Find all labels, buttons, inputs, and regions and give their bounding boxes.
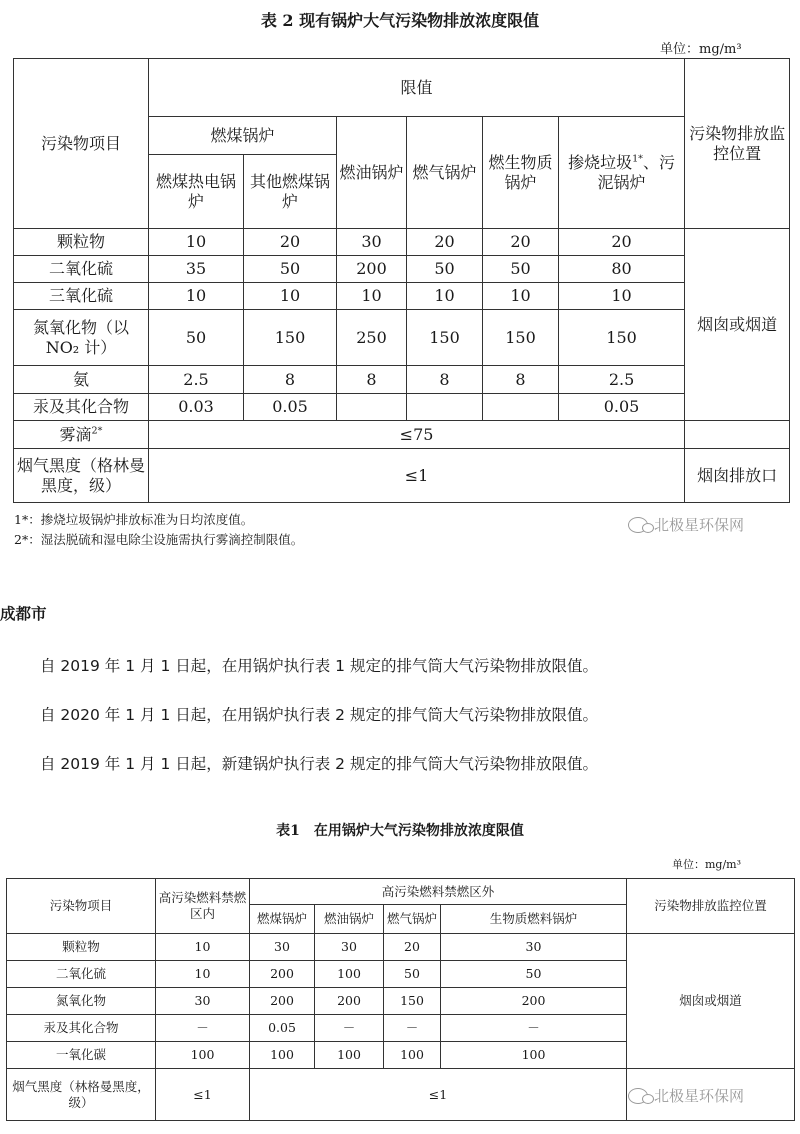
waste-prefix: 掺烧垃圾 [568,152,633,172]
cell: － [384,1015,441,1042]
cell: 30 [315,934,384,961]
row-label-smoke: 烟气黑度（格林曼黑度，级） [14,449,149,503]
note-2: 2*：湿法脱硫和湿电除尘设施需执行雾滴控制限值。 [14,532,304,547]
cell: 100 [315,1042,384,1069]
monitor-empty [685,421,790,449]
cell: 10 [559,283,685,310]
row-label-mist [14,421,149,449]
waste-suffix: 、污泥锅炉 [597,152,675,192]
table2-title: 表 2 现有锅炉大气污染物排放浓度限值 [260,11,540,30]
mist-footnote-mark: 2* [91,425,103,437]
table-row [14,310,790,366]
col-header-monitor: 污染物排放监控位置 [685,59,790,229]
t1-col-header-monitor: 污染物排放监控位置 [627,879,795,934]
table-row [14,449,790,503]
city-heading: 成都市 [0,605,47,623]
row-label-smoke: 烟气黑度（林格曼黑度，级） [7,1069,156,1121]
col-header-waste [559,117,685,229]
cell: 150 [407,310,483,366]
paragraph-1: 自 2019 年 1 月 1 日起，在用锅炉执行表 1 规定的排气筒大气污染物排放限值。 [40,657,598,675]
table-row [14,394,790,421]
cell: 2.5 [559,366,685,394]
cell [337,394,407,421]
cell: 200 [441,988,627,1015]
col-header-biomass: 燃生物质锅炉 [483,117,559,229]
table-row [14,283,790,310]
table2-notes [14,510,303,550]
cell: 200 [337,256,407,283]
t1-col-header-inside: 高污染燃料禁燃区内 [156,879,250,934]
paragraph-2: 自 2020 年 1 月 1 日起，在用锅炉执行表 2 规定的排气筒大气污染物排放限值。 [40,706,598,724]
cell: 0.05 [244,394,337,421]
cell: 2.5 [149,366,244,394]
cell: 20 [483,229,559,256]
cell: 20 [407,229,483,256]
table-row [14,366,790,394]
monitor-outlet: 烟囱排放口 [685,449,790,503]
smoke-value: ≤1 [149,449,685,503]
col-header-oil: 燃油锅炉 [337,117,407,229]
t1-col-header-gas: 燃气锅炉 [384,905,441,934]
cell: 10 [156,961,250,988]
watermark-top [628,514,744,535]
t1-col-header-coal: 燃煤锅炉 [250,905,315,934]
mist-name: 雾滴 [59,424,92,444]
watermark-text: 北极星环保网 [654,1087,745,1105]
waste-footnote-mark: 1* [632,153,643,165]
paragraph-3: 自 2019 年 1 月 1 日起，新建锅炉执行表 2 规定的排气筒大气污染物排放限值。 [40,755,598,773]
t1-col-header-oil: 燃油锅炉 [315,905,384,934]
table-row [14,256,790,283]
cell: 150 [559,310,685,366]
cell: 100 [384,1042,441,1069]
cell: 8 [244,366,337,394]
cell: 100 [441,1042,627,1069]
cell: 20 [244,229,337,256]
cell [483,394,559,421]
row-label: 汞及其化合物 [14,394,149,421]
cell: 30 [337,229,407,256]
cell: 10 [149,283,244,310]
row-label: 颗粒物 [14,229,149,256]
table2 [13,58,790,503]
cell: 10 [407,283,483,310]
cell: 150 [244,310,337,366]
cell: － [156,1015,250,1042]
cell: 100 [250,1042,315,1069]
table1-unit: 单位：mg/m³ [672,858,742,871]
row-label: 一氧化碳 [7,1042,156,1069]
cell: 8 [483,366,559,394]
row-label: 氮氧化物 [7,988,156,1015]
cell: 0.03 [149,394,244,421]
cell: 100 [156,1042,250,1069]
cell: 200 [315,988,384,1015]
cell: 35 [149,256,244,283]
cell: 100 [315,961,384,988]
cell: 200 [250,961,315,988]
cell: 150 [384,988,441,1015]
row-label: 氨 [14,366,149,394]
cell: 30 [156,988,250,1015]
cell: 150 [483,310,559,366]
cell: 30 [441,934,627,961]
t1-smoke-inside: ≤1 [156,1069,250,1121]
row-label: 三氧化硫 [14,283,149,310]
cell: 50 [149,310,244,366]
cell: 10 [149,229,244,256]
cell: 50 [244,256,337,283]
col-header-coal-chp: 燃煤热电锅炉 [149,155,244,229]
cell: － [441,1015,627,1042]
table-row [14,421,790,449]
cell: 50 [407,256,483,283]
cell: 20 [384,934,441,961]
row-label: 汞及其化合物 [7,1015,156,1042]
cell: 10 [483,283,559,310]
t1-col-header-outside: 高污染燃料禁燃区外 [250,879,627,905]
table-row [7,934,795,961]
table-row [14,229,790,256]
col-header-coal-boiler: 燃煤锅炉 [149,117,337,155]
cell: 50 [441,961,627,988]
cell: 0.05 [559,394,685,421]
cell [407,394,483,421]
cell: － [315,1015,384,1042]
t1-monitor-value: 烟囱或烟道 [627,934,795,1069]
cell: 250 [337,310,407,366]
cell: 80 [559,256,685,283]
row-label: 颗粒物 [7,934,156,961]
cell: 8 [337,366,407,394]
row-label: 二氧化硫 [7,961,156,988]
cell: 50 [384,961,441,988]
note-1: 1*：掺烧垃圾锅炉排放标准为日均浓度值。 [14,512,254,527]
col-header-other-coal: 其他燃煤锅炉 [244,155,337,229]
cell: 50 [483,256,559,283]
t1-col-header-biomass: 生物质燃料锅炉 [441,905,627,934]
wechat-icon [628,517,648,533]
cell: 30 [250,934,315,961]
cell: 20 [559,229,685,256]
watermark-text: 北极星环保网 [654,516,745,534]
t1-smoke-outside: ≤1 [250,1069,627,1121]
wechat-icon [628,1088,648,1104]
table1-title: 表1 在用锅炉大气污染物排放浓度限值 [276,823,524,839]
mist-value: ≤75 [149,421,685,449]
cell: 10 [337,283,407,310]
col-header-limit: 限值 [149,59,685,117]
cell: 8 [407,366,483,394]
col-header-gas: 燃气锅炉 [407,117,483,229]
cell: 200 [250,988,315,1015]
t1-col-header-pollutant: 污染物项目 [7,879,156,934]
watermark-bottom [628,1085,744,1106]
row-label: 氮氧化物（以 NO₂ 计） [14,310,149,366]
row-label: 二氧化硫 [14,256,149,283]
cell: 10 [156,934,250,961]
cell: 10 [244,283,337,310]
table2-unit: 单位：mg/m³ [660,42,742,57]
cell: 0.05 [250,1015,315,1042]
col-header-pollutant: 污染物项目 [14,59,149,229]
monitor-stack: 烟囱或烟道 [685,229,790,421]
